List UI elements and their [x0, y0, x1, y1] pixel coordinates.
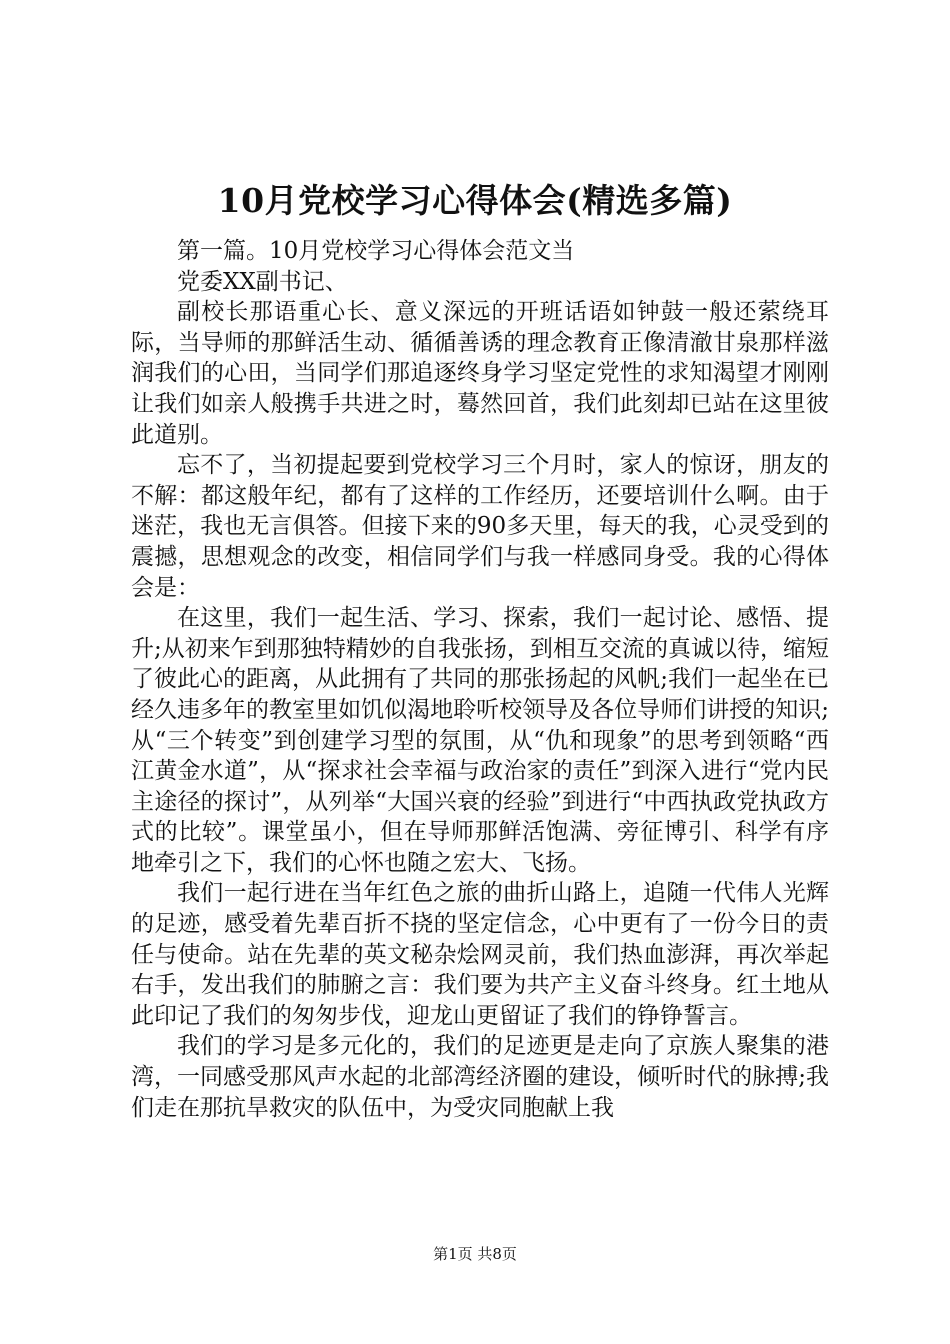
paragraph-7: 我们的学习是多元化的，我们的足迹更是走向了京族人聚集的港湾，一同感受那风声水起的北部湾经济圈的建设，倾听时代的脉搏;我们走在那抗旱救灾的队伍中，为受灾同胞献上我	[131, 1033, 829, 1121]
document-body	[131, 236, 829, 1123]
document-title: 10月党校学习心得体会(精选多篇)	[217, 181, 733, 220]
paragraph-6: 我们一起行进在当年红色之旅的曲折山路上，追随一代伟人光辉的足迹，感受着先辈百折不挠的坚定信念，心中更有了一份今日的责任与使命。站在先辈的英文秘杂烩网灵前，我们热血澎湃，再次举起右手，发出我们的肺腑之言：我们要为共产主义奋斗终身。红土地从此印记了我们的匆匆步伐，迎龙山更留证了我们的铮铮誓言。	[131, 880, 829, 1029]
paragraph-1: 第一篇。10月党校学习心得体会范文当	[177, 238, 575, 264]
paragraph-2: 党委XX副书记、	[177, 268, 348, 295]
paragraph-4: 忘不了，当初提起要到党校学习三个月时，家人的惊讶，朋友的不解：都这般年纪，都有了这样的工作经历，还要培训什么啊。由于迷茫，我也无言俱答。但接下来的90多天里，每天的我，心灵受到的震撼，思想观念的改变，相信同学们与我一样感同身受。我的心得体会是：	[131, 452, 829, 601]
paragraph-3: 副校长那语重心长、意义深远的开班话语如钟鼓一般还萦绕耳际，当导师的那鲜活生动、循循善诱的理念教育正像清澈甘泉那样滋润我们的心田，当同学们那追逐终身学习坚定党性的求知渴望才刚刚让我们如亲人般携手共进之时，蓦然回首，我们此刻却已站在这里彼此道别。	[131, 299, 829, 448]
paragraph-5: 在这里，我们一起生活、学习、探索，我们一起讨论、感悟、提升;从初来乍到那独特精妙的自我张扬，到相互交流的真诚以待，缩短了彼此心的距离，从此拥有了共同的那张扬起的风帆;我们一起坐在已经久违多年的教室里如饥似渴地聆听校领导及各位导师们讲授的知识;从“三个转变”到创建学习型的氛围，从“仇和现象”的思考到领略“西江黄金水道”，从“探求社会幸福与政治家的责任”到深入进行“党内民主途径的探讨”，从列举“大国兴衰的经验”到进行“中西执政党执政方式的比较”。课堂虽小，但在导师那鲜活饱满、旁征博引、科学有序地牵引之下，我们的心怀也随之宏大、飞扬。	[131, 605, 829, 876]
page-number-footer: 第1页 共8页	[433, 1245, 517, 1263]
